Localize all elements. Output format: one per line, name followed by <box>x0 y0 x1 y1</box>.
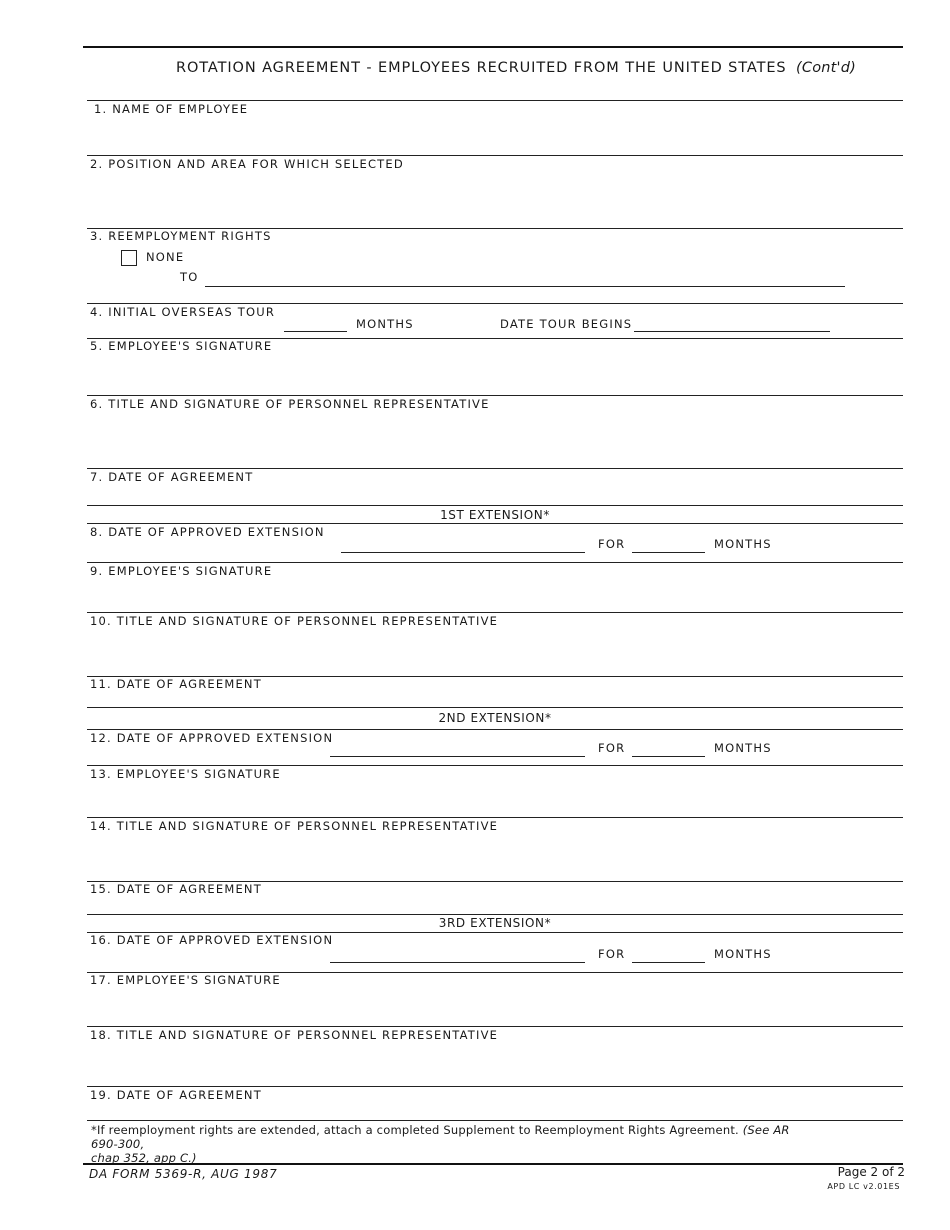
item-7-label: 7. DATE OF AGREEMENT <box>90 470 254 484</box>
item-11-label: 11. DATE OF AGREEMENT <box>90 677 262 691</box>
form-title <box>176 60 856 76</box>
footnote-ref-2: chap 352, app C.) <box>91 1151 197 1165</box>
divider <box>87 707 903 708</box>
item-3-label: 3. REEMPLOYMENT RIGHTS <box>90 229 272 243</box>
footnote-text: *If reemployment rights are extended, attach a completed Supplement to Reemployment Rights Agreement. <box>91 1123 739 1137</box>
top-border <box>83 46 903 48</box>
ext2-months-label: MONTHS <box>714 741 772 755</box>
none-label: NONE <box>146 250 185 264</box>
bottom-border <box>83 1163 903 1165</box>
item-18-label: 18. TITLE AND SIGNATURE OF PERSONNEL REPRESENTATIVE <box>90 1028 499 1042</box>
footnote-ref-1: (See AR 690-300, <box>91 1123 790 1151</box>
item-15-label: 15. DATE OF AGREEMENT <box>90 882 262 896</box>
date-tour-begins-field[interactable] <box>634 331 830 332</box>
form-title-cont: (Cont'd) <box>796 60 857 76</box>
ext2-months-field[interactable] <box>632 756 705 757</box>
ext3-for-label: FOR <box>598 947 626 961</box>
item-14-label: 14. TITLE AND SIGNATURE OF PERSONNEL REPRESENTATIVE <box>90 819 499 833</box>
ext3-date-field[interactable] <box>330 962 585 963</box>
ext2-heading: 2ND EXTENSION* <box>438 711 552 725</box>
ext3-heading: 3RD EXTENSION* <box>438 916 552 930</box>
item-2-label: 2. POSITION AND AREA FOR WHICH SELECTED <box>90 157 404 171</box>
divider <box>87 562 903 563</box>
tour-months-label: MONTHS <box>356 317 414 331</box>
ext1-months-field[interactable] <box>632 552 705 553</box>
divider <box>87 612 903 613</box>
to-label: TO <box>180 270 199 284</box>
item-8-label: 8. DATE OF APPROVED EXTENSION <box>90 525 325 539</box>
date-tour-begins-label: DATE TOUR BEGINS <box>500 317 633 331</box>
divider <box>87 100 903 101</box>
item-17-label: 17. EMPLOYEE'S SIGNATURE <box>90 973 281 987</box>
divider <box>87 155 903 156</box>
item-6-label: 6. TITLE AND SIGNATURE OF PERSONNEL REPRESENTATIVE <box>90 397 490 411</box>
form-version: APD LC v2.01ES <box>827 1182 900 1191</box>
page-number: Page 2 of 2 <box>837 1165 905 1179</box>
item-9-label: 9. EMPLOYEE'S SIGNATURE <box>90 564 273 578</box>
divider <box>87 1086 903 1087</box>
ext2-date-field[interactable] <box>330 756 585 757</box>
tour-months-field[interactable] <box>284 331 347 332</box>
divider <box>87 729 903 730</box>
ext2-for-label: FOR <box>598 741 626 755</box>
item-12-label: 12. DATE OF APPROVED EXTENSION <box>90 731 334 745</box>
divider <box>87 817 903 818</box>
form-title-main: ROTATION AGREEMENT - EMPLOYEES RECRUITED FROM THE UNITED STATES <box>176 60 787 76</box>
ext1-heading: 1ST EXTENSION* <box>440 508 550 522</box>
none-checkbox[interactable] <box>121 250 137 266</box>
divider <box>87 303 903 304</box>
divider <box>87 523 903 524</box>
divider <box>87 914 903 915</box>
item-1-label: 1. NAME OF EMPLOYEE <box>94 102 249 116</box>
item-4-label: 4. INITIAL OVERSEAS TOUR <box>90 305 276 319</box>
ext3-months-label: MONTHS <box>714 947 772 961</box>
ext1-for-label: FOR <box>598 537 626 551</box>
ext3-months-field[interactable] <box>632 962 705 963</box>
divider <box>87 395 903 396</box>
footnote <box>91 1123 811 1165</box>
divider <box>87 765 903 766</box>
divider <box>87 468 903 469</box>
ext1-date-field[interactable] <box>341 552 585 553</box>
form-id: DA FORM 5369-R, AUG 1987 <box>89 1167 278 1181</box>
item-19-label: 19. DATE OF AGREEMENT <box>90 1088 262 1102</box>
item-5-label: 5. EMPLOYEE'S SIGNATURE <box>90 339 273 353</box>
item-13-label: 13. EMPLOYEE'S SIGNATURE <box>90 767 281 781</box>
divider <box>87 1120 903 1121</box>
reemployment-to-field[interactable] <box>205 286 845 287</box>
item-10-label: 10. TITLE AND SIGNATURE OF PERSONNEL REPRESENTATIVE <box>90 614 499 628</box>
divider <box>87 505 903 506</box>
divider <box>87 1026 903 1027</box>
ext1-months-label: MONTHS <box>714 537 772 551</box>
item-16-label: 16. DATE OF APPROVED EXTENSION <box>90 933 334 947</box>
